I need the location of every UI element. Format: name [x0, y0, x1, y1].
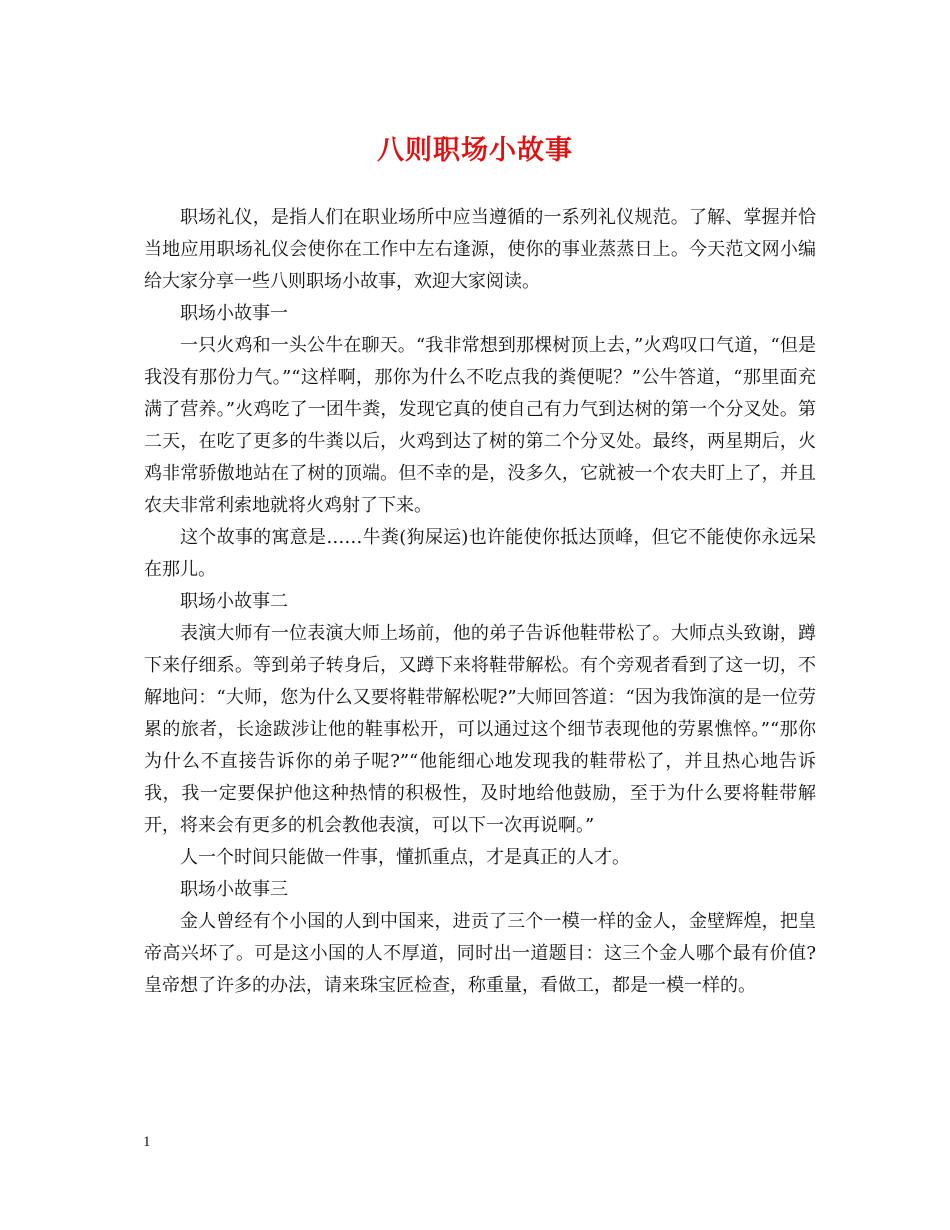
story-one-paragraph: 一只火鸡和一头公牛在聊天。“我非常想到那棵树顶上去，”火鸡叹口气道，“但是我没有那份力气。”“这样啊，那你为什么不吃点我的粪便呢？”公牛答道，“那里面充满了营养。”火鸡吃了一团牛粪，发现它真的使自己有力气到达树的第一个分叉处。第二天，在吃了更多的牛粪以后，火鸡到达了树的第二个分叉处。最终，两星期后，火鸡非常骄傲地站在了树的顶端。但不幸的是，没多久，它就被一个农夫盯上了，并且农夫非常利索地就将火鸡射了下来。	[144, 335, 816, 516]
story-two-moral: 人一个时间只能做一件事，懂抓重点，才是真正的人才。	[180, 847, 630, 868]
story-three-paragraph: 金人曾经有个小国的人到中国来，进贡了三个一模一样的金人，金壁辉煌，把皇帝高兴坏了。可是这小国的人不厚道，同时出一道题目：这三个金人哪个最有价值?皇帝想了许多的办法，请来珠宝匠检查，称重量，看做工，都是一模一样的。	[144, 911, 816, 996]
story-three-heading: 职场小故事三	[180, 879, 288, 900]
document-body	[144, 202, 816, 1002]
story-one-moral: 这个故事的寓意是……牛粪(狗屎运)也许能使你抵达顶峰，但它不能使你永远呆在那儿。	[144, 527, 816, 580]
document-title: 八则职场小故事	[377, 135, 573, 166]
story-two-paragraph: 表演大师有一位表演大师上场前，他的弟子告诉他鞋带松了。大师点头致谢，蹲下来仔细系。等到弟子转身后，又蹲下来将鞋带解松。有个旁观者看到了这一切，不解地问：“大师，您为什么又要将鞋带解松呢?”大师回答道：“因为我饰演的是一位劳累的旅者，长途跋涉让他的鞋事松开，可以通过这个细节表现他的劳累憔悴。”“那你为什么不直接告诉你的弟子呢?”“他能细心地发现我的鞋带松了，并且热心地告诉我，我一定要保护他这种热情的积极性，及时地给他鼓励，至于为什么要将鞋带解开，将来会有更多的机会教他表演，可以下一次再说啊。”	[144, 623, 816, 836]
story-two-heading: 职场小故事二	[180, 591, 288, 612]
story-one-heading: 职场小故事一	[180, 303, 288, 324]
page-number: 1	[143, 1134, 151, 1150]
intro-paragraph: 职场礼仪，是指人们在职业场所中应当遵循的一系列礼仪规范。了解、掌握并恰当地应用职场礼仪会使你在工作中左右逢源，使你的事业蒸蒸日上。今天范文网小编给大家分享一些八则职场小故事，欢迎大家阅读。	[144, 207, 816, 292]
